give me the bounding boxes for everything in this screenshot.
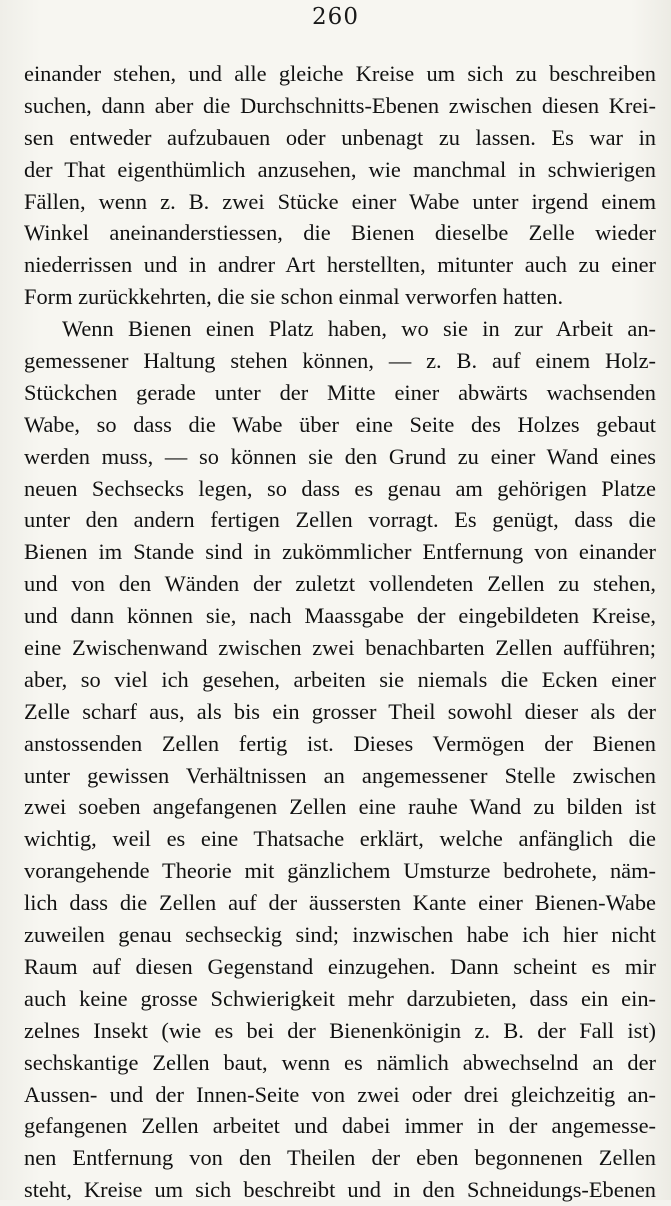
text-line: anstossenden Zellen fertig ist. Dieses Vermögen der Bienen xyxy=(24,730,656,756)
text-line: Stückchen gerade unter der Mitte einer abwärts wachsenden xyxy=(24,379,656,405)
text-line: und von den Wänden der zuletzt vollendeten Zellen zu stehen, xyxy=(24,571,656,597)
text-line: gemessener Haltung stehen können, — z. B. auf einem Holz- xyxy=(24,348,656,374)
text-line: Fällen, wenn z. B. zwei Stücke einer Wabe unter irgend einem xyxy=(24,188,656,214)
text-line: neuen Sechsecks legen, so dass es genau am gehörigen Platze xyxy=(24,475,656,501)
text-line: werden muss, — so können sie den Grund zu einer Wand eines xyxy=(24,443,656,469)
text-line: niederrissen und in andrer Art herstellten, mitunter auch zu einer xyxy=(24,252,656,278)
text-line: auch keine grosse Schwierigkeit mehr darzubieten, dass ein ein- xyxy=(24,985,656,1011)
text-line: eine Zwischenwand zwischen zwei benachbarten Zellen aufführen; xyxy=(24,635,656,661)
text-line: lich dass die Zellen auf der äussersten Kante einer Bienen-Wabe xyxy=(24,890,656,916)
text-line: Raum auf diesen Gegenstand einzugehen. Dann scheint es mir xyxy=(24,953,656,979)
text-line: suchen, dann aber die Durchschnitts-Ebenen zwischen diesen Krei- xyxy=(24,92,656,118)
paragraph-start-line: Wenn Bienen einen Platz haben, wo sie in zur Arbeit an- xyxy=(62,316,656,342)
text-line: Zelle scharf aus, als bis ein grosser Theil sowohl dieser als der xyxy=(24,698,656,724)
text-line: zwei soeben angefangenen Zellen eine rauhe Wand zu bilden ist xyxy=(24,794,656,820)
text-line: der That eigenthümlich anzusehen, wie manchmal in schwierigen xyxy=(24,156,656,182)
text-line: vorangehende Theorie mit gänzlichem Umsturze bedrohete, näm- xyxy=(24,858,656,884)
text-line: zuweilen genau sechseckig sind; inzwischen habe ich hier nicht xyxy=(24,922,656,948)
text-line: unter gewissen Verhältnissen an angemessener Stelle zwischen xyxy=(24,762,656,788)
text-line: unter den andern fertigen Zellen vorragt. Es genügt, dass die xyxy=(24,507,656,533)
text-line: Bienen im Stande sind in zukömmlicher Entfernung von einander xyxy=(24,539,656,565)
text-line: Wabe, so dass die Wabe über eine Seite des Holzes gebaut xyxy=(24,411,656,437)
text-line: und dann können sie, nach Maassgabe der eingebildeten Kreise, xyxy=(24,603,656,629)
text-line: zelnes Insekt (wie es bei der Bienenkönigin z. B. der Fall ist) xyxy=(24,1017,656,1043)
text-line: steht, Kreise um sich beschreibt und in den Schneidungs-Ebenen xyxy=(24,1177,656,1203)
text-line: sen entweder aufzubauen oder unbenagt zu lassen. Es war in xyxy=(24,124,656,150)
text-line: nen Entfernung von den Theilen der eben begonnenen Zellen xyxy=(24,1145,656,1171)
body-text xyxy=(24,58,656,1206)
text-line: Winkel aneinanderstiessen, die Bienen dieselbe Zelle wieder xyxy=(24,220,656,246)
text-line: Aussen- und der Innen-Seite von zwei oder drei gleichzeitig an- xyxy=(24,1081,656,1107)
page-number: 260 xyxy=(312,4,359,30)
text-line: gefangenen Zellen arbeitet und dabei immer in der angemesse- xyxy=(24,1113,656,1139)
text-line: aber, so viel ich gesehen, arbeiten sie niemals die Ecken einer xyxy=(24,666,656,692)
text-line: wichtig, weil es eine Thatsache erklärt, welche anfänglich die xyxy=(24,826,656,852)
paragraph-end-line: Form zurückkehrten, die sie schon einmal verworfen hatten. xyxy=(24,284,564,310)
text-line: einander stehen, und alle gleiche Kreise um sich zu beschreiben xyxy=(24,61,656,86)
text-line: sechskantige Zellen baut, wenn es nämlich abwechselnd an der xyxy=(24,1049,656,1075)
